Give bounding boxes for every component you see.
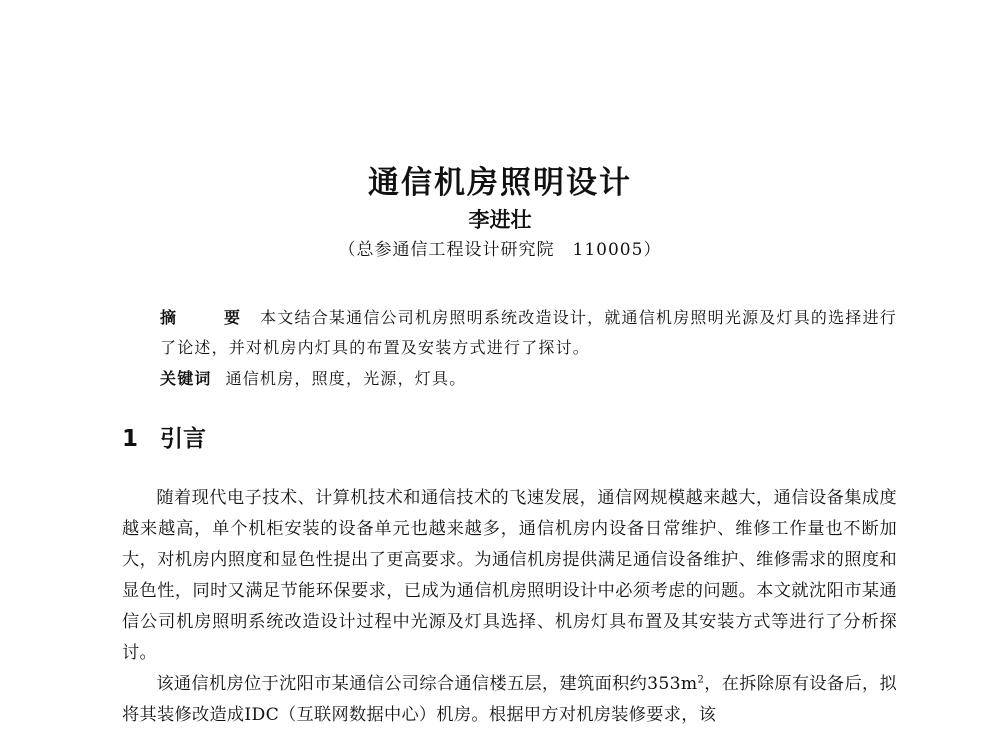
keywords — [160, 364, 466, 394]
paragraph-2 — [122, 669, 897, 731]
author-affiliation: （总参通信工程设计研究院 110005） — [338, 240, 662, 260]
section-heading — [122, 422, 206, 456]
section-number: 1 — [122, 426, 139, 452]
abstract-label: 摘 要 — [160, 308, 257, 327]
author-name: 李进壮 — [468, 208, 532, 232]
abstract-text: 本文结合某通信公司机房照明系统改造设计，就通信机房照明光源及灯具的选择进行了论述，并对机房内灯具的布置及安装方式进行了探讨。 — [160, 308, 897, 357]
section-title: 引言 — [160, 426, 207, 452]
keywords-text: 通信机房，照度，光源，灯具。 — [225, 369, 467, 388]
paragraph-2-start: 该通信机房位于沈阳市某通信公司综合通信楼五层，建筑面积约353m — [156, 674, 698, 694]
body-text — [122, 483, 897, 731]
area-unit-superscript: 2 — [697, 674, 705, 686]
paper-title: 通信机房照明设计 — [368, 165, 632, 201]
keywords-label: 关键词 — [160, 369, 212, 388]
paragraph-1: 随着现代电子技术、计算机技术和通信技术的飞速发展，通信网规模越来越大，通信设备集成度越来越高，单个机柜安装的设备单元也越来越多，通信机房内设备日常维护、维修工作量也不断加大，对机房内照度和显色性提出了更高要求。为通信机房提供满足通信设备维护、维修需求的照度和显色性，同时又满足节能环保要求，已成为通信机房照明设计中必须考虑的问题。本文就沈阳市某通信公司机房照明系统改造设计过程中光源及灯具选择、机房灯具布置及其安装方式等进行了分析探讨。 — [122, 488, 897, 663]
paragraph-2-end: ，在拆除原有设备后，拟将其装修改造成IDC（互联网数据中心）机房。根据甲方对机房装修要求，该 — [122, 674, 897, 725]
abstract — [122, 303, 897, 363]
